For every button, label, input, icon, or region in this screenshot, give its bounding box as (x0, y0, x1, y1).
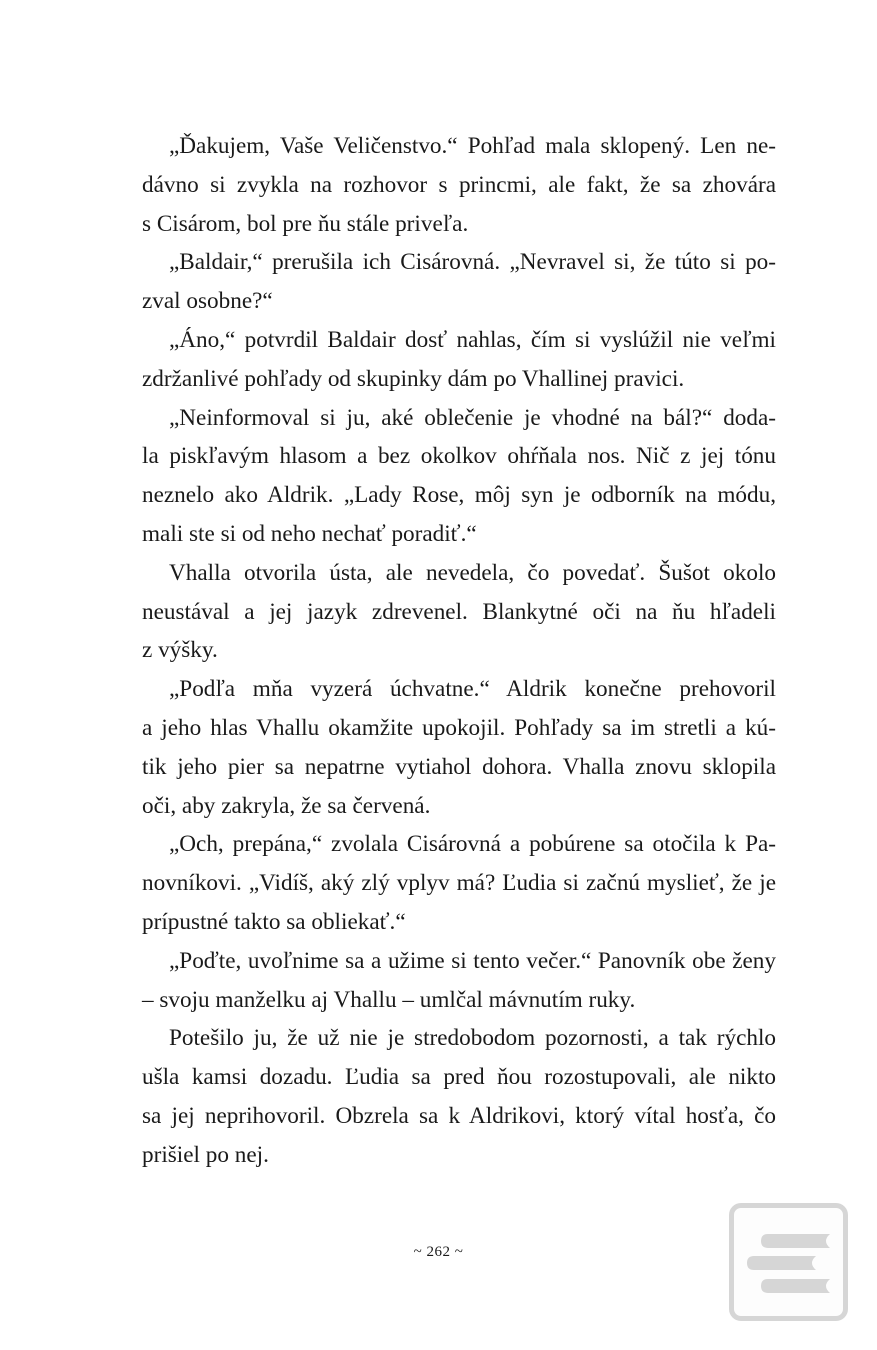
text-line: sa jej neprihovoril. Obzrela sa k Aldrikovi, ktorý vítal hosťa, čo (142, 1102, 776, 1129)
text-line: zdržanlivé pohľady od skupinky dám po Vhallinej pravici. (142, 365, 685, 392)
text-line: neustával a jej jazyk zdrevenel. Blankytné oči na ňu hľadeli (142, 598, 776, 625)
text-line: „Och, prepána,“ zvolala Cisárovná a pobúrene sa otočila k Pa- (169, 831, 776, 858)
text-line: Vhalla otvorila ústa, ale nevedela, čo povedať. Šušot okolo (169, 559, 776, 586)
text-line: s Cisárom, bol pre ňu stále priveľa. (142, 210, 469, 237)
paragraph (115, 243, 776, 321)
text-line: novníkovi. „Vidíš, aký zlý vplyv má? Ľudia si začnú myslieť, že je (142, 870, 776, 897)
paragraph (115, 1019, 776, 1174)
book-page-text (115, 127, 776, 1175)
paragraph (115, 942, 776, 1020)
text-line: „Neinformoval si ju, aké oblečenie je vhodné na bál?“ doda- (169, 404, 776, 431)
watermark-badge (729, 1203, 848, 1321)
paragraph (115, 670, 776, 825)
text-line: a jeho hlas Vhallu okamžite upokojil. Pohľady sa im stretli a kú- (142, 714, 776, 741)
paragraph (115, 321, 776, 399)
text-line: neznelo ako Aldrik. „Lady Rose, môj syn je odborník na módu, (142, 482, 776, 509)
page-number: ~ 262 ~ (413, 1244, 464, 1260)
text-line: prišiel po nej. (142, 1141, 269, 1168)
text-line: prípustné takto sa obliekať.“ (142, 908, 406, 935)
books-stack-icon (734, 1208, 843, 1316)
paragraph (115, 825, 776, 941)
text-line: „Poďte, uvoľnime sa a užime si tento večer.“ Panovník obe ženy (169, 947, 776, 974)
text-line: „Baldair,“ prerušila ich Cisárovná. „Nevravel si, že túto si po- (169, 249, 776, 276)
text-line: z výšky. (142, 637, 218, 664)
text-line: dávno si zvykla na rozhovor s princmi, ale fakt, že sa zhovára (142, 171, 776, 198)
text-line: la piskľavým hlasom a bez okolkov ohŕňala nos. Nič z jej tónu (142, 443, 776, 470)
text-line: oči, aby zakryla, že sa červená. (142, 792, 431, 819)
text-line: zval osobne?“ (142, 288, 273, 315)
text-line: ušla kamsi dozadu. Ľudia sa pred ňou rozostupovali, ale nikto (142, 1064, 776, 1091)
text-line: „Ďakujem, Vaše Veličenstvo.“ Pohľad mala sklopený. Len ne- (169, 133, 776, 159)
paragraph (115, 399, 776, 554)
text-line: tik jeho pier sa nepatrne vytiahol dohora. Vhalla znovu sklopila (142, 753, 776, 780)
text-line: „Áno,“ potvrdil Baldair dosť nahlas, čím si vyslúžil nie veľmi (169, 326, 776, 353)
text-line: „Podľa mňa vyzerá úchvatne.“ Aldrik konečne prehovoril (169, 676, 776, 703)
text-line: Potešilo ju, že už nie je stredobodom pozornosti, a tak rýchlo (169, 1025, 776, 1052)
text-line: mali ste si od neho nechať poradiť.“ (142, 520, 477, 547)
text-line: – svoju manželku aj Vhallu – umlčal mávnutím ruky. (142, 986, 636, 1013)
paragraph (115, 554, 776, 670)
paragraph (115, 127, 776, 243)
